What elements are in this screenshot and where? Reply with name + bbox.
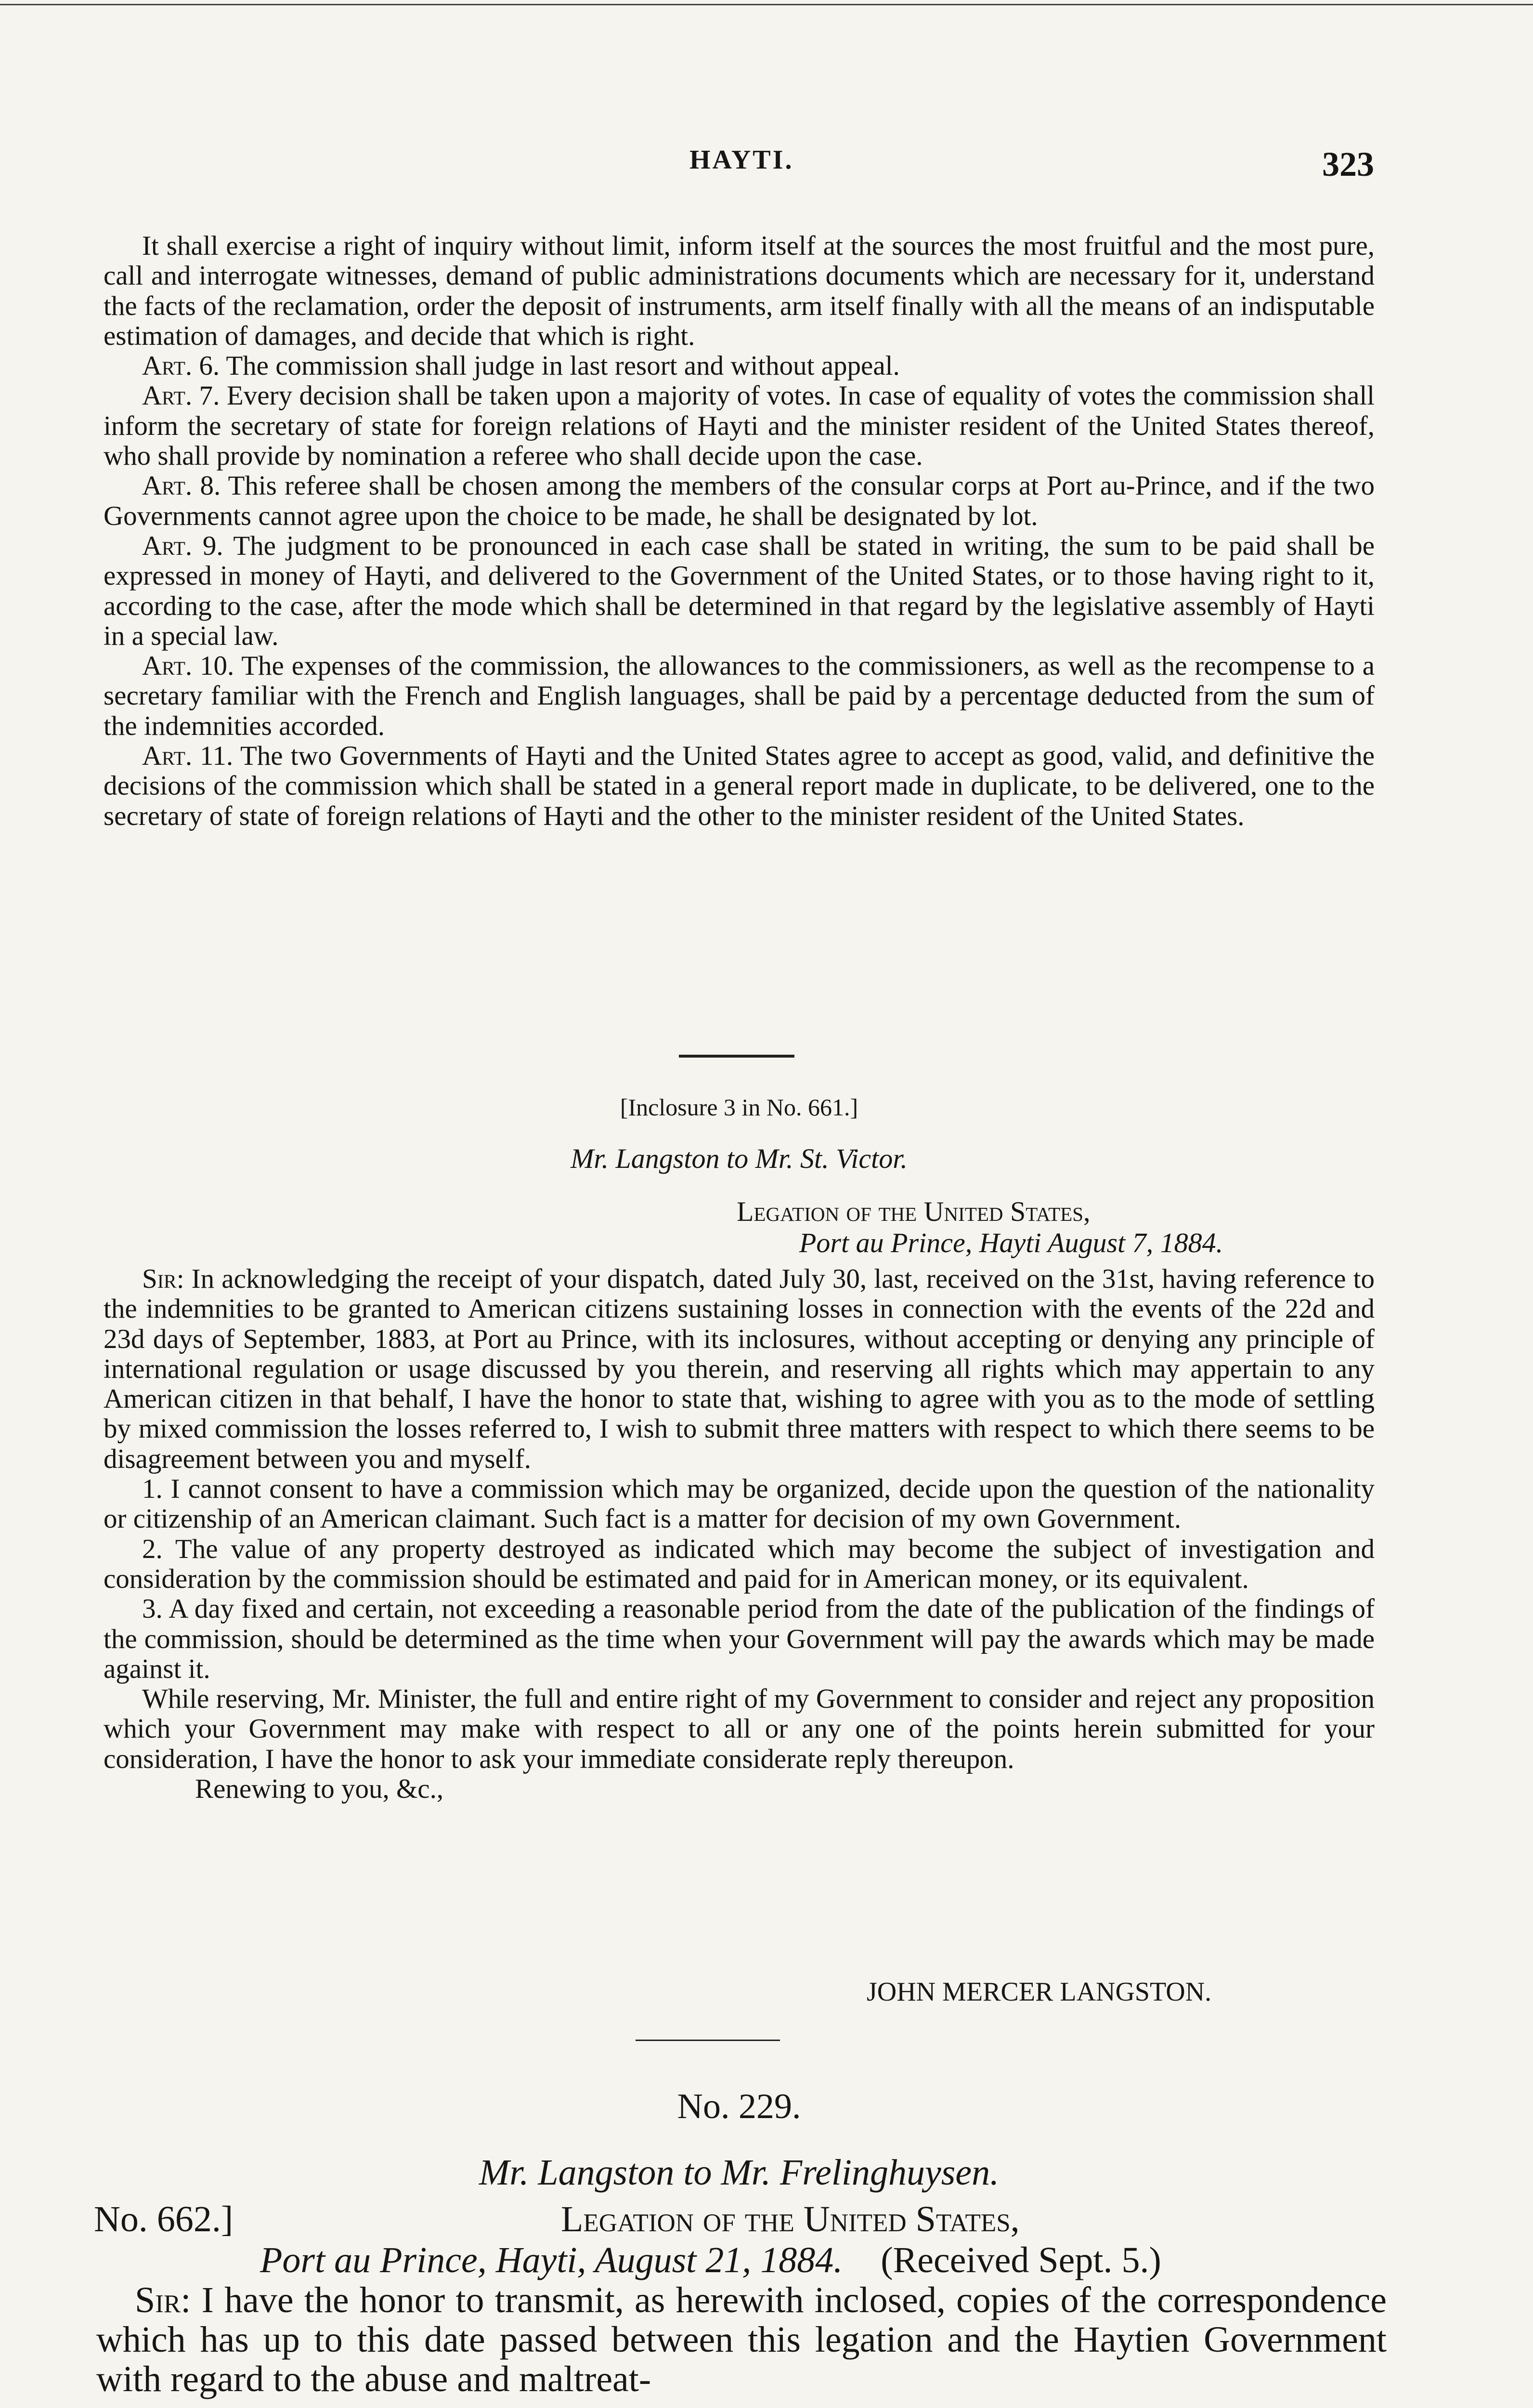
article-8 bbox=[104, 471, 1375, 531]
section-divider-2 bbox=[636, 2040, 780, 2041]
article-text: The commission shall judge in last resort and without appeal. bbox=[220, 351, 900, 381]
letter-paragraph-5: While reserving, Mr. Minister, the full and entire right of my Government to consider and reject any proposition which your Government may make with respect to all or any one of the points herein submitted for your consideration, I have the honor to ask your immediate considerate reply thereupon. bbox=[104, 1684, 1375, 1774]
article-9 bbox=[104, 531, 1375, 651]
articles-section bbox=[104, 231, 1375, 831]
salutation-2: Sir: bbox=[135, 2280, 191, 2320]
running-title: HAYTI. bbox=[689, 145, 794, 175]
letter-paragraph-2: 1. I cannot consent to have a commission which may be organized, decide upon the question of the nationality or citizenship of an American claimant. Such fact is a matter for decision of my own Government. bbox=[104, 1474, 1375, 1534]
legation-heading-2: Legation of the United States, bbox=[561, 2199, 1020, 2239]
document-title: Mr. Langston to Mr. Frelinghuysen. bbox=[479, 2152, 1000, 2193]
despatch-number: No. 662.] bbox=[94, 2199, 234, 2239]
article-6 bbox=[104, 351, 1375, 381]
article-text: The two Governments of Hayti and the United States agree to accept as good, valid, and definitive the decisions of the commission which shall be stated in a general report made in duplicate, to be delivered, one to the secretary of state of foreign relations of Hayti and the other to the minister resident of the United States. bbox=[104, 741, 1375, 831]
article-text: The judgment to be pronounced in each case shall be stated in writing, the sum to be paid shall be expressed in money of Hayti, and delivered to the Government of the United States, or to those having right to it, according to the case, after the mode which shall be determined in that regard by the legislative assembly of Hayti in a special law. bbox=[104, 530, 1375, 651]
place-date: Port au Prince, Hayti August 7, 1884. bbox=[799, 1227, 1223, 1258]
letter-paragraph-1 bbox=[104, 1264, 1375, 1474]
inclosure-label: [Inclosure 3 in No. 661.] bbox=[620, 1094, 858, 1121]
legation-heading: Legation of the United States, bbox=[737, 1196, 1091, 1227]
letter-body bbox=[104, 1264, 1375, 1804]
section-divider bbox=[679, 1055, 794, 1058]
signature: JOHN MERCER LANGSTON. bbox=[867, 1977, 1212, 2007]
closing: Renewing to you, &c., bbox=[195, 1774, 444, 1805]
article-text: Every decision shall be taken upon a majority of votes. In case of equality of votes the commission shall inform the secretary of state for foreign relations of Hayti and the minister resident of the United States thereof, who shall provide by nomination a referee who shall decide upon the case. bbox=[104, 380, 1375, 471]
article-label: Art. 7. bbox=[142, 380, 220, 411]
body-paragraph bbox=[96, 2280, 1387, 2399]
salutation: Sir: bbox=[142, 1264, 184, 1294]
document-number: No. 229. bbox=[677, 2087, 801, 2126]
article-label: Art. 9. bbox=[142, 530, 223, 561]
paragraph-text-2: I have the honor to transmit, as herewith inclosed, copies of the correspondence which has up to this date passed between this legation and the Haytien Government with regard to the abuse and maltreat- bbox=[96, 2280, 1387, 2399]
page-number: 323 bbox=[1322, 145, 1374, 183]
letter-paragraph-3: 2. The value of any property destroyed as indicated which may become the subject of investigation and consideration by the commission should be estimated and paid for in American money, or its equivalent. bbox=[104, 1533, 1375, 1594]
top-border-line bbox=[0, 4, 1533, 5]
article-7 bbox=[104, 381, 1375, 471]
letter-paragraph-4: 3. A day fixed and certain, not exceeding a reasonable period from the date of the publication of the findings of the commission, should be determined as the time when your Government will pay the awards which may be made against it. bbox=[104, 1594, 1375, 1684]
article-label: Art. 6. bbox=[142, 351, 220, 381]
paragraph-text: In acknowledging the receipt of your dispatch, dated July 30, last, received on the 31st, having reference to the indemnities to be granted to American citizens sustaining losses in connection with the events of the 22d and 23d days of September, 1883, at Port au Prince, with its inclosures, without accepting or denying any principle of international regulation or usage discussed by you therein, and reserving all rights which may appertain to any American citizen in that behalf, I have the honor to state that, wishing to agree with you as to the mode of settling by mixed commission the losses referred to, I wish to submit three matters with respect to which there seems to be disagreement between you and myself. bbox=[104, 1264, 1375, 1474]
article-label: Art. 11. bbox=[142, 741, 234, 772]
article-11 bbox=[104, 741, 1375, 831]
article-label: Art. 8. bbox=[142, 471, 221, 501]
article-label: Art. 10. bbox=[142, 651, 234, 681]
place-date-2: Port au Prince, Hayti, August 21, 1884. bbox=[260, 2240, 843, 2280]
paragraph: It shall exercise a right of inquiry without limit, inform itself at the sources the most fruitful and the most pure, call and interrogate witnesses, demand of public administrations documents which are necessary for it, understand the facts of the reclamation, order the deposit of instruments, arm itself finally with all the means of an indisputable estimation of damages, and decide that which is right. bbox=[104, 231, 1375, 351]
no229-body bbox=[96, 2280, 1387, 2399]
received-note: (Received Sept. 5.) bbox=[881, 2240, 1161, 2280]
place-date-line bbox=[260, 2240, 1161, 2280]
inclosure-title: Mr. Langston to Mr. St. Victor. bbox=[571, 1143, 908, 1174]
article-10 bbox=[104, 651, 1375, 741]
article-text: The expenses of the commission, the allowances to the commissioners, as well as the recompense to a secretary familiar with the French and English languages, shall be paid by a percentage deducted from the sum of the indemnities accorded. bbox=[104, 651, 1375, 741]
article-text: This referee shall be chosen among the members of the consular corps at Port au-Prince, and if the two Governments cannot agree upon the choice to be made, he shall be designated by lot. bbox=[104, 471, 1375, 531]
